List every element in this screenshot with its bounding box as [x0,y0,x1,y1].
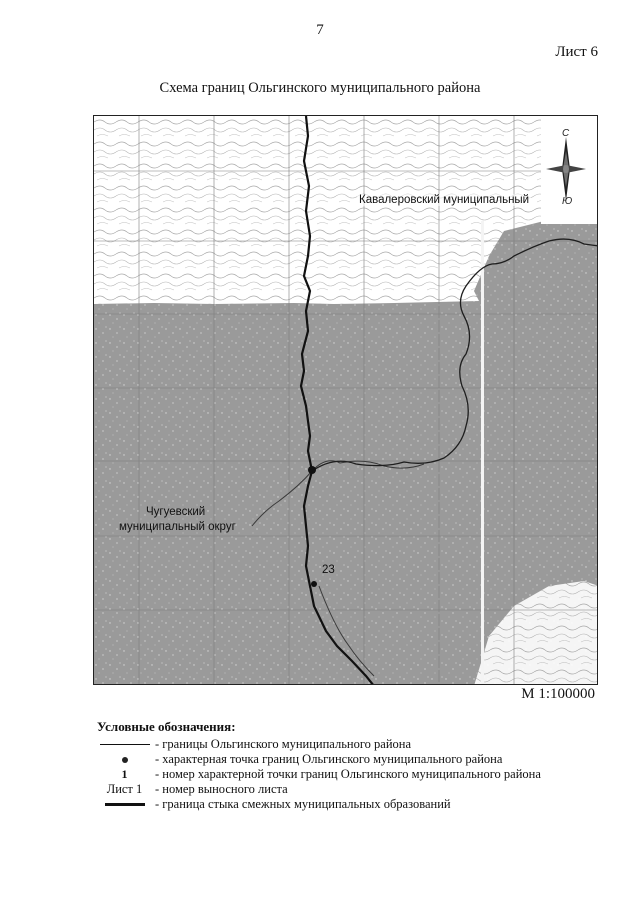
neighbor-label-kavalerovsky: Кавалеровский муниципальный [359,194,530,206]
map-frame[interactable] [93,115,598,685]
map-scale: М 1:100000 [521,686,595,702]
compass-rose [541,116,598,224]
neighbor-label-chuguevsky-line2: муниципальный округ [119,521,236,533]
junction-point [308,466,316,474]
characteristic-point-23 [311,581,317,587]
legend [97,719,597,812]
legend-item-point [97,752,597,767]
legend-junction-symbol [97,803,152,806]
legend-item-text: - характерная точка границ Ольгинского муниципального района [155,752,503,766]
legend-item-text: - границы Ольгинского муниципального района [155,737,412,751]
sheet-label: Лист 6 [555,44,598,60]
legend-item-point-number [97,767,597,782]
page-number: 7 [316,22,324,38]
map-title: Схема границ Ольгинского муниципального района [159,80,481,96]
terrain-white-area-north [94,116,544,304]
legend-number-symbol: 1 [121,767,128,781]
characteristic-point-number: 23 [322,564,335,576]
map-sheet-edge [481,221,484,685]
legend-line-symbol [97,744,152,745]
legend-item-text: - номер характерной точки границ Ольгинского муниципального района [155,767,541,781]
compass-south-label: Ю [562,196,573,207]
legend-title: Условные обозначения: [97,719,236,734]
legend-item-boundary [97,737,597,752]
legend-item-text: - граница стыка смежных муниципальных образований [155,797,451,811]
legend-sheet-symbol: Лист 1 [106,782,143,796]
legend-item-sheet [97,782,597,797]
legend-item-text: - номер выносного листа [155,782,288,796]
legend-dot-symbol [97,757,152,763]
compass-north-label: С [562,128,570,139]
legend-item-junction [97,797,597,812]
neighbor-label-chuguevsky-line1: Чугуевский [146,506,206,518]
